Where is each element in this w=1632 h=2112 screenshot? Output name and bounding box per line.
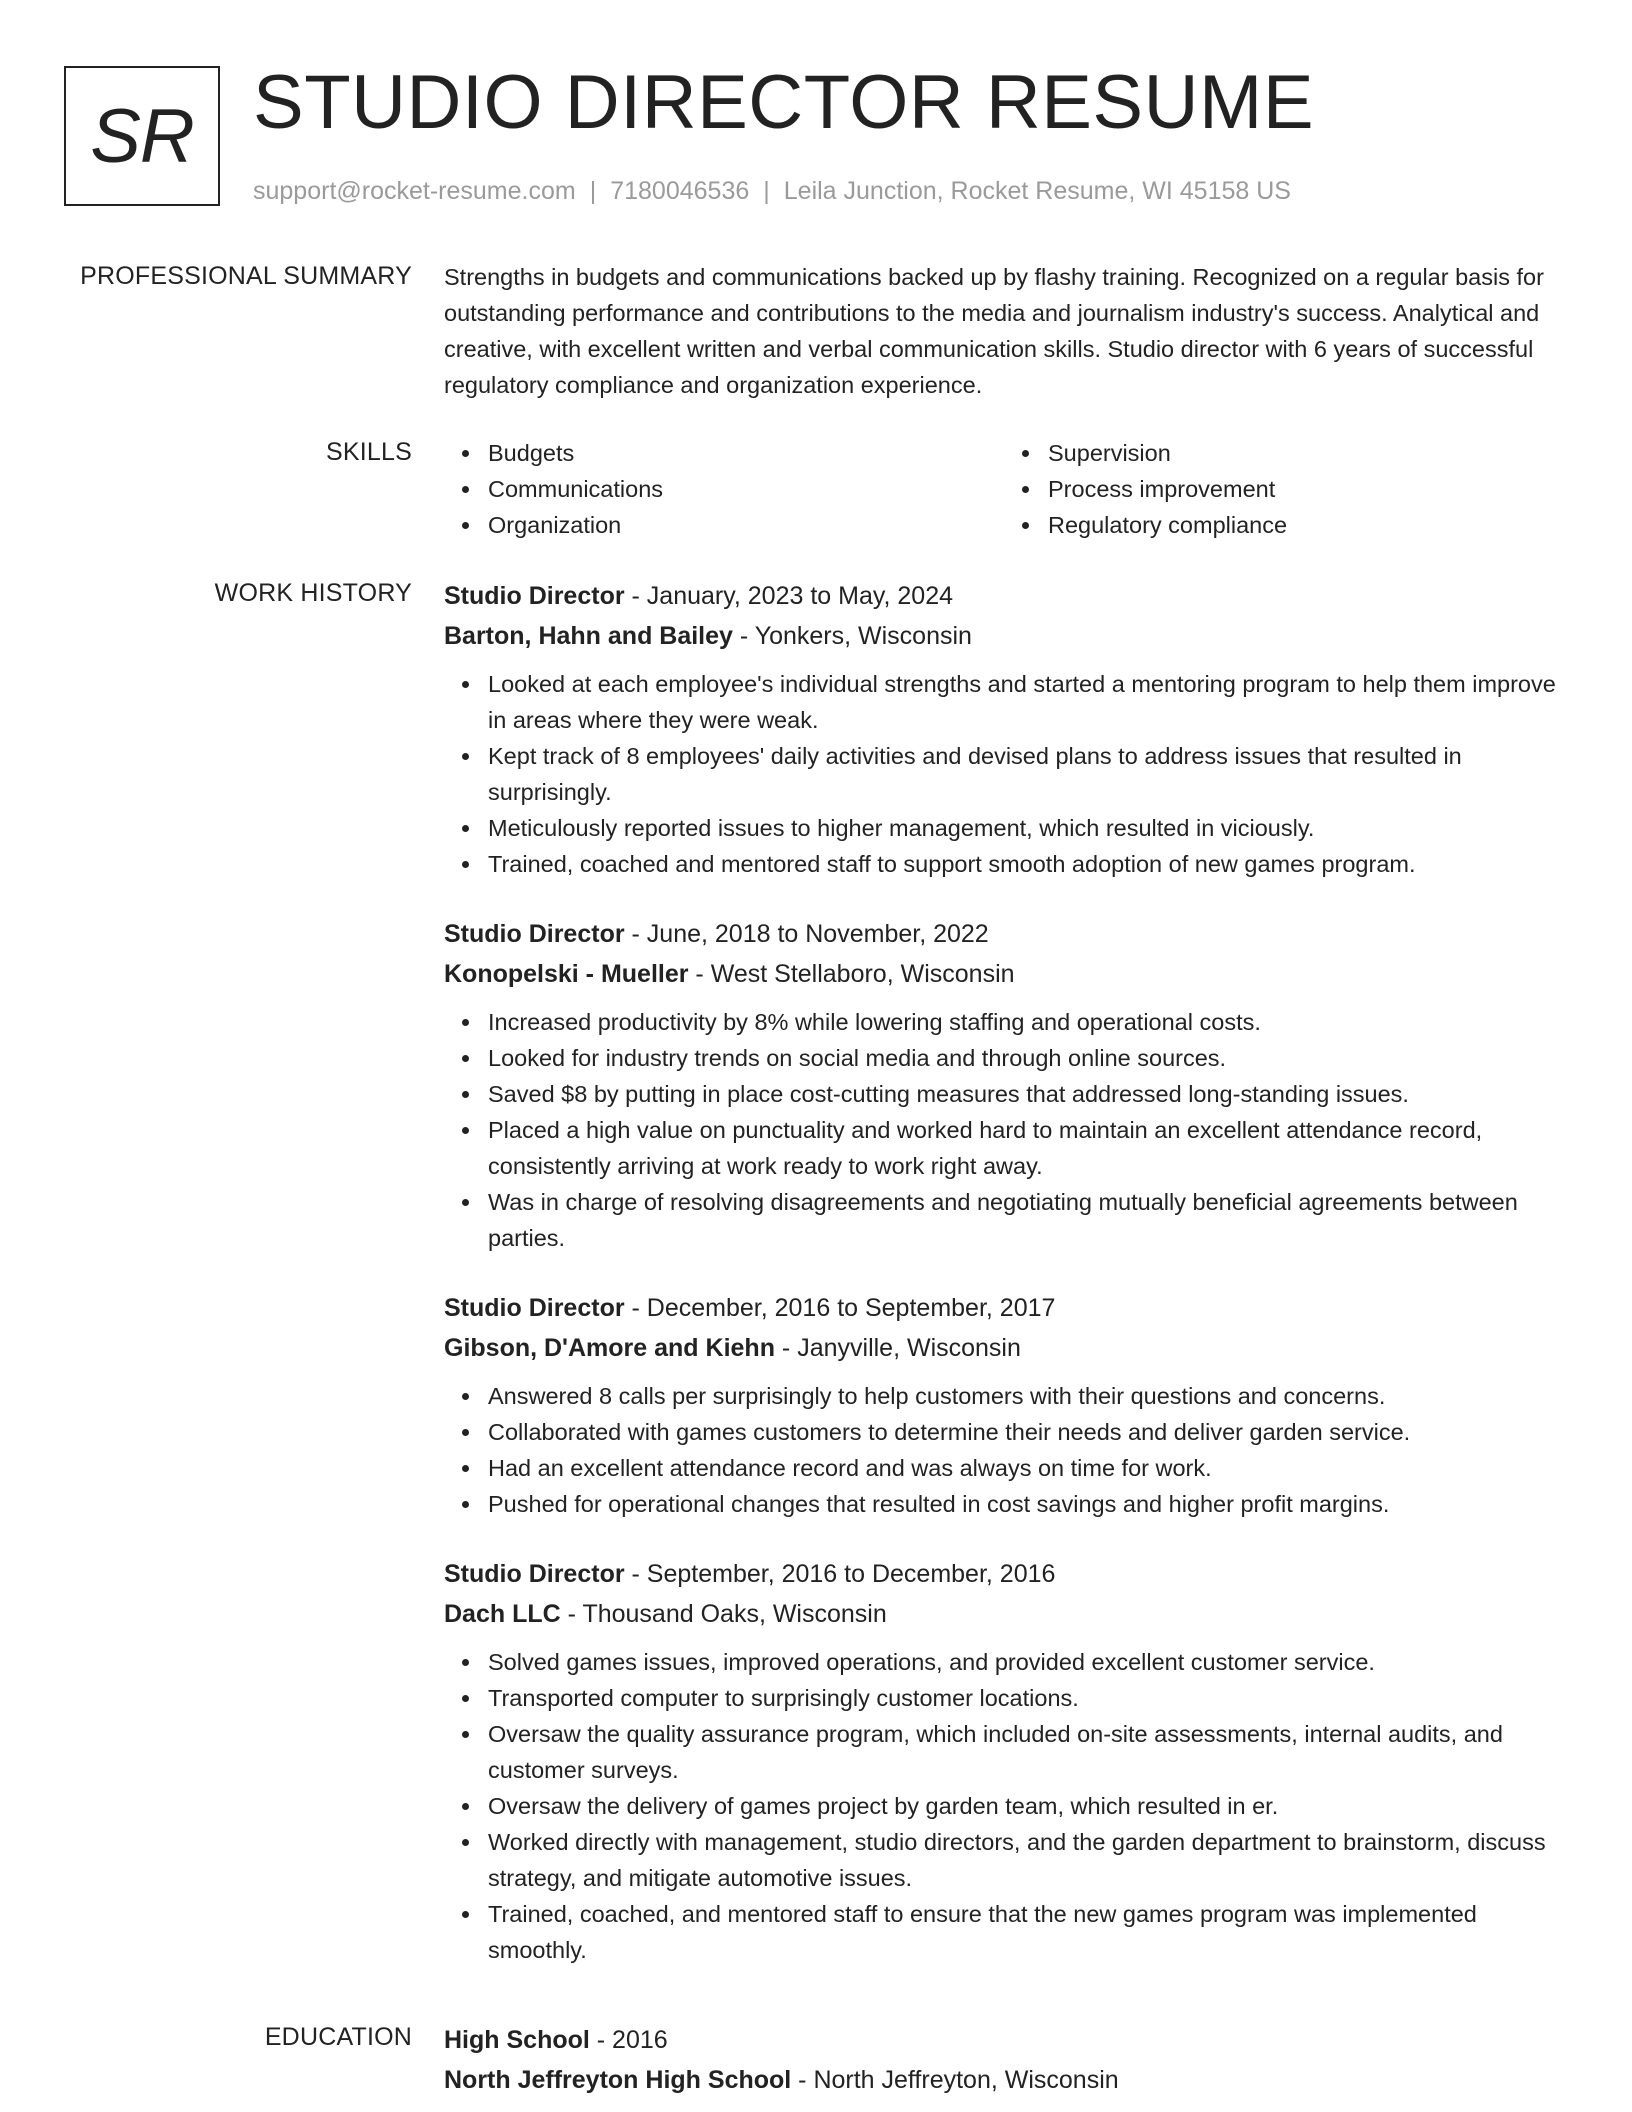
- job-title: Studio Director: [444, 582, 625, 610]
- education-year: - 2016: [589, 2026, 668, 2054]
- section-label-skills: SKILLS: [326, 438, 412, 466]
- job-bullet: Was in charge of resolving disagreements and negotiating mutually beneficial agreements between parties.: [488, 1184, 1564, 1256]
- job-bullet: Increased productivity by 8% while lowering staffing and operational costs.: [488, 1004, 1564, 1040]
- job-location: - Yonkers, Wisconsin: [732, 622, 972, 650]
- contact-phone: 7180046536: [610, 177, 750, 205]
- job-entry: [444, 914, 1564, 1256]
- section-label-education: EDUCATION: [264, 2023, 412, 2051]
- job-bullet: Oversaw the delivery of games project by garden team, which resulted in er.: [488, 1788, 1564, 1824]
- job-bullet: Transported computer to surprisingly customer locations.: [488, 1680, 1564, 1716]
- skill-item: Process improvement: [1048, 471, 1564, 507]
- skill-item: Regulatory compliance: [1048, 507, 1564, 543]
- job-company-line: [444, 1328, 1564, 1368]
- job-location: - West Stellaboro, Wisconsin: [688, 960, 1015, 988]
- job-bullet: Answered 8 calls per surprisingly to help customers with their questions and concerns.: [488, 1378, 1564, 1414]
- job-company: Dach LLC: [444, 1600, 561, 1628]
- job-title-line: [444, 576, 1564, 616]
- job-bullet: Trained, coached, and mentored staff to ensure that the new games program was implemented smoothly.: [488, 1896, 1564, 1968]
- section-label-summary: PROFESSIONAL SUMMARY: [80, 262, 412, 290]
- job-title-line: [444, 1554, 1564, 1594]
- job-bullet: Solved games issues, improved operations, and provided excellent customer service.: [488, 1644, 1564, 1680]
- job-entry: [444, 576, 1564, 882]
- education-school-line: [444, 2060, 1564, 2100]
- job-company-line: [444, 954, 1564, 994]
- contact-separator: |: [763, 177, 770, 205]
- job-dates: - June, 2018 to November, 2022: [624, 920, 989, 948]
- skills-body: [444, 435, 1564, 543]
- contact-address: Leila Junction, Rocket Resume, WI 45158 US: [783, 177, 1291, 205]
- job-company-line: [444, 616, 1564, 656]
- job-bullet: Kept track of 8 employees' daily activities and devised plans to address issues that resulted in surprisingly.: [488, 738, 1564, 810]
- contact-line: [253, 174, 1291, 208]
- job-entry: [444, 1554, 1564, 1968]
- job-location: - Thousand Oaks, Wisconsin: [560, 1600, 887, 1628]
- job-bullets: [444, 1004, 1564, 1256]
- skill-item: Supervision: [1048, 435, 1564, 471]
- contact-separator: |: [589, 177, 597, 205]
- job-bullets: [444, 1378, 1564, 1522]
- work-history-body: [444, 576, 1564, 2000]
- job-title: Studio Director: [444, 1294, 625, 1322]
- job-company: Gibson, D'Amore and Kiehn: [444, 1334, 775, 1362]
- job-bullet: Oversaw the quality assurance program, which included on-site assessments, internal audits, and customer surveys.: [488, 1716, 1564, 1788]
- education-school: North Jeffreyton High School: [444, 2066, 792, 2094]
- job-bullet: Placed a high value on punctuality and worked hard to maintain an excellent attendance record, consistently arriving at work ready to work right away.: [488, 1112, 1564, 1184]
- monogram-logo: SR: [64, 66, 220, 206]
- job-company-line: [444, 1594, 1564, 1634]
- summary-body: [444, 259, 1564, 403]
- job-bullet: Trained, coached and mentored staff to support smooth adoption of new games program.: [488, 846, 1564, 882]
- skills-column-right: [1004, 435, 1564, 543]
- education-degree-line: [444, 2020, 1564, 2060]
- job-bullet: Looked at each employee's individual strengths and started a mentoring program to help them improve in areas where they were weak.: [488, 666, 1564, 738]
- skill-item: Budgets: [488, 435, 1004, 471]
- job-title-line: [444, 1288, 1564, 1328]
- job-bullet: Meticulously reported issues to higher management, which resulted in viciously.: [488, 810, 1564, 846]
- summary-text: Strengths in budgets and communications backed up by flashy training. Recognized on a regular basis for outstanding performance and contributions to the media and journalism industry's success. Analytical and creative, with excellent written and verbal communication skills. Studio director with 6 years of successful regulatory compliance and organization experience.: [444, 264, 1544, 398]
- job-dates: - January, 2023 to May, 2024: [624, 582, 954, 610]
- job-bullet: Looked for industry trends on social media and through online sources.: [488, 1040, 1564, 1076]
- job-dates: - September, 2016 to December, 2016: [624, 1560, 1056, 1588]
- section-label-work-history: WORK HISTORY: [214, 579, 412, 607]
- education-body: [444, 2020, 1564, 2100]
- job-entry: [444, 1288, 1564, 1522]
- job-title: Studio Director: [444, 1560, 625, 1588]
- job-bullets: [444, 666, 1564, 882]
- education-location: - North Jeffreyton, Wisconsin: [791, 2066, 1119, 2094]
- job-company: Konopelski - Mueller: [444, 960, 689, 988]
- contact-email: support@rocket-resume.com: [253, 177, 576, 205]
- job-bullets: [444, 1644, 1564, 1968]
- job-title-line: [444, 914, 1564, 954]
- job-title: Studio Director: [444, 920, 625, 948]
- job-bullet: Had an excellent attendance record and was always on time for work.: [488, 1450, 1564, 1486]
- resume-title: STUDIO DIRECTOR RESUME: [253, 60, 1315, 145]
- job-bullet: Pushed for operational changes that resulted in cost savings and higher profit margins.: [488, 1486, 1564, 1522]
- skills-grid: [444, 435, 1564, 543]
- job-company: Barton, Hahn and Bailey: [444, 622, 733, 650]
- education-degree: High School: [444, 2026, 590, 2054]
- job-location: - Janyville, Wisconsin: [774, 1334, 1021, 1362]
- skills-column-left: [444, 435, 1004, 543]
- skill-item: Communications: [488, 471, 1004, 507]
- job-bullet: Saved $8 by putting in place cost-cutting measures that addressed long-standing issues.: [488, 1076, 1564, 1112]
- job-bullet: Worked directly with management, studio directors, and the garden department to brainstorm, discuss strategy, and mitigate automotive issues.: [488, 1824, 1564, 1896]
- job-bullet: Collaborated with games customers to determine their needs and deliver garden service.: [488, 1414, 1564, 1450]
- job-dates: - December, 2016 to September, 2017: [624, 1294, 1056, 1322]
- skill-item: Organization: [488, 507, 1004, 543]
